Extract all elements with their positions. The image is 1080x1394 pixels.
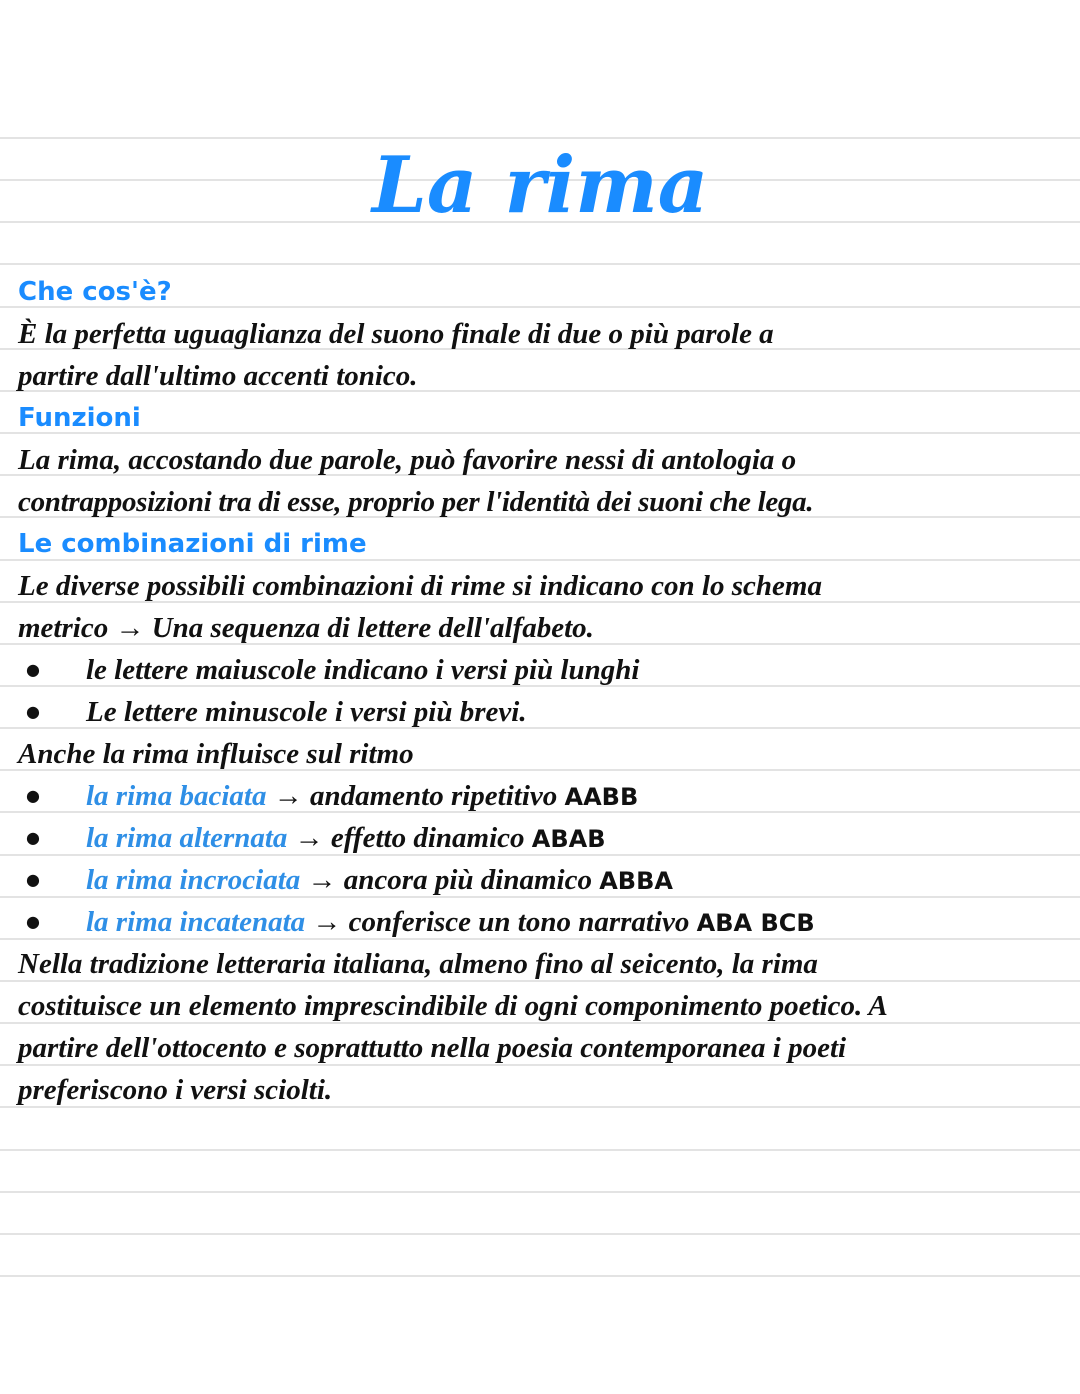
rhyme-scheme: ABAB [531, 825, 606, 853]
paragraph-line: costituisce un elemento imprescindibile di ogni componimento poetico. A [18, 990, 888, 1022]
paragraph-line: partire dall'ultimo accenti tonico. [18, 360, 418, 392]
heading-combinazioni: Le combinazioni di rime [18, 529, 367, 559]
rhyme-description: → andamento ripetitivo [266, 780, 565, 812]
ruled-line [0, 1191, 1080, 1193]
rhyme-item [86, 818, 605, 858]
rhyme-description: → conferisce un tono narrativo [305, 906, 697, 938]
ruled-line [0, 137, 1080, 139]
bullet-icon: ● [26, 828, 40, 847]
bullet-icon: ● [26, 660, 40, 679]
rhyme-item [86, 902, 815, 942]
paragraph-line: La rima, accostando due parole, può favorire nessi di antologia o [18, 444, 797, 476]
rhyme-name: la rima alternata [86, 822, 288, 854]
ruled-line [0, 432, 1080, 434]
paragraph-line: È la perfetta uguaglianza del suono finale di due o più parole a [18, 318, 774, 350]
ruled-line [0, 263, 1080, 265]
paragraph-line: metrico → Una sequenza di lettere dell'alfabeto. [18, 612, 594, 644]
rhyme-scheme: ABBA [599, 867, 673, 895]
heading-che-cose: Che cos'è? [18, 277, 172, 307]
list-item: le lettere maiuscole indicano i versi più lunghi [86, 654, 640, 686]
rhyme-name: la rima incatenata [86, 906, 306, 938]
paragraph-line: preferiscono i versi sciolti. [18, 1074, 333, 1106]
ruled-line [0, 1233, 1080, 1235]
rhyme-description: → effetto dinamico [287, 822, 532, 854]
paragraph-line: Nella tradizione letteraria italiana, almeno fino al seicento, la rima [18, 948, 818, 980]
bullet-icon: ● [26, 702, 40, 721]
paragraph-line: Le diverse possibili combinazioni di rime si indicano con lo schema [18, 570, 822, 602]
rhyme-name: la rima baciata [86, 780, 267, 812]
paragraph-line: contrapposizioni tra di esse, proprio per l'identità dei suoni che lega. [18, 486, 814, 518]
rhyme-name: la rima incrociata [86, 864, 301, 896]
rhyme-scheme: AABB [564, 783, 639, 811]
rhyme-item [86, 860, 673, 900]
ruled-line [0, 1149, 1080, 1151]
bullet-icon: ● [26, 786, 40, 805]
rhyme-item [86, 776, 638, 816]
heading-funzioni: Funzioni [18, 403, 141, 433]
bullet-icon: ● [26, 912, 40, 931]
paragraph-line: Anche la rima influisce sul ritmo [18, 738, 414, 770]
bullet-icon: ● [26, 870, 40, 889]
page-title: La rima [372, 140, 709, 231]
paragraph-line: partire dell'ottocento e soprattutto nella poesia contemporanea i poeti [18, 1032, 847, 1064]
rhyme-description: → ancora più dinamico [300, 864, 600, 896]
ruled-line [0, 1275, 1080, 1277]
rhyme-scheme: ABA BCB [696, 909, 815, 937]
list-item: Le lettere minuscole i versi più brevi. [86, 696, 527, 728]
